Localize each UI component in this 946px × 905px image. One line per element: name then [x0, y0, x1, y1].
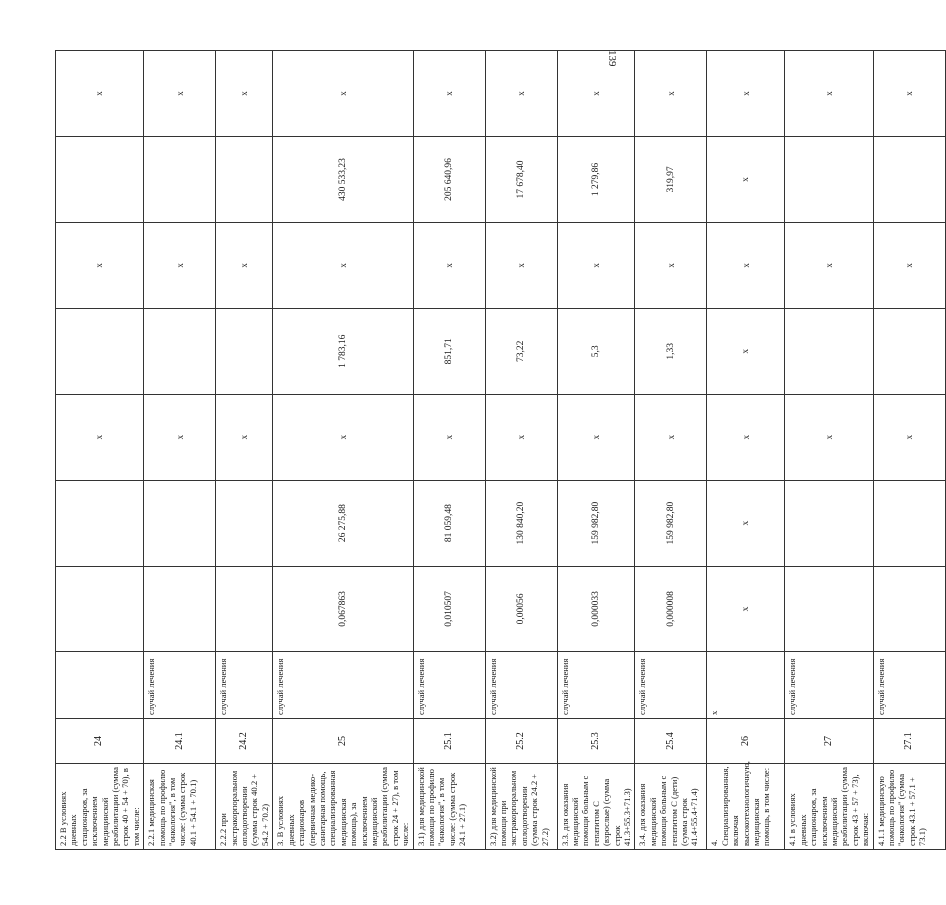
value-cell [785, 136, 873, 222]
value-cell: х [273, 222, 413, 308]
value-cell: х [635, 394, 707, 480]
row-unit-cell: случай лечения [873, 652, 945, 719]
value-cell [56, 480, 144, 566]
row-name-cell: 2.2.2 при экстракорпоральном оплодотворении (сумма строк 40.2 + 54.2 + 70.2) [216, 764, 273, 850]
value-cell [56, 308, 144, 394]
value-cell: 319,97 [635, 136, 707, 222]
table-row [413, 51, 485, 850]
row-code-cell: 27.1 [873, 719, 945, 764]
row-name-cell: 2.2.1 медицинская помощь по профилю "онкология", в том числе: (сумма строк 40.1 + 54.1 + 70.1) [144, 764, 216, 850]
row-code-cell: 25.2 [485, 719, 557, 764]
row-unit-cell [56, 652, 144, 719]
table-row [873, 51, 945, 850]
row-code-cell: 24.1 [144, 719, 216, 764]
value-cell: х [707, 222, 785, 308]
value-cell [144, 480, 216, 566]
table-row [785, 51, 873, 850]
value-cell [144, 308, 216, 394]
value-cell: 81 059,48 [413, 480, 485, 566]
value-cell: х [707, 394, 785, 480]
row-name-cell: 3.1) для медицинской помощи по профилю "онкология", в том числе: (сумма строк 24.1 + 27.1) [413, 764, 485, 850]
value-cell: х [485, 51, 557, 137]
table-row [707, 51, 785, 850]
table-row [216, 51, 273, 850]
value-cell: х [216, 222, 273, 308]
table-row [485, 51, 557, 850]
row-code-cell: 24.2 [216, 719, 273, 764]
value-cell [216, 480, 273, 566]
value-cell: 851,71 [413, 308, 485, 394]
row-unit-cell: случай лечения [144, 652, 216, 719]
value-cell: х [707, 480, 785, 566]
value-cell [873, 480, 945, 566]
value-cell [873, 566, 945, 652]
value-cell [216, 136, 273, 222]
value-cell: х [785, 394, 873, 480]
row-unit-cell: случай лечения [216, 652, 273, 719]
value-cell: х [707, 136, 785, 222]
value-cell: х [707, 308, 785, 394]
value-cell: х [635, 222, 707, 308]
value-cell [873, 308, 945, 394]
row-code-cell: 26 [707, 719, 785, 764]
value-cell: х [873, 394, 945, 480]
row-name-cell: 4.1.1 медицинскую помощь по профилю "онкология" (сумма строк 43.1 + 57.1 + 73.1) [873, 764, 945, 850]
row-code-cell: 25.1 [413, 719, 485, 764]
value-cell: х [785, 222, 873, 308]
value-cell: 159 982,80 [557, 480, 635, 566]
row-name-cell: 3. В условиях дневных стационаров (первичная медико-санитарная помощь, специализированная медицинская помощь), за исключением медицинской реабилитации (сумма строк 24 + 27), в том числе: [273, 764, 413, 850]
value-cell: х [144, 222, 216, 308]
row-code-cell: 25 [273, 719, 413, 764]
value-cell: х [707, 566, 785, 652]
row-unit-cell: случай лечения [485, 652, 557, 719]
data-table [55, 50, 946, 850]
row-name-cell: 3.3. для оказания медицинской помощи больным с гепатитом С (взрослые) (сумма строк 41.3+55.3+71.3) [557, 764, 635, 850]
row-unit-cell: случай лечения [557, 652, 635, 719]
value-cell: 0,067863 [273, 566, 413, 652]
row-unit-cell: случай лечения [413, 652, 485, 719]
row-name-cell: 4. Специализированная, включая высокотехнологичную, медицинская помощь, в том числе: [707, 764, 785, 850]
value-cell: х [635, 51, 707, 137]
value-cell: 73,22 [485, 308, 557, 394]
value-cell: 430 533,23 [273, 136, 413, 222]
value-cell [785, 308, 873, 394]
row-code-cell: 27 [785, 719, 873, 764]
value-cell: х [413, 222, 485, 308]
row-unit-cell: случай лечения [785, 652, 873, 719]
value-cell: 0,00056 [485, 566, 557, 652]
value-cell: х [413, 394, 485, 480]
value-cell [56, 566, 144, 652]
value-cell: х [557, 222, 635, 308]
value-cell: х [56, 222, 144, 308]
value-cell: х [485, 222, 557, 308]
value-cell: х [707, 51, 785, 137]
value-cell: 0,000033 [557, 566, 635, 652]
row-unit-cell: случай лечения [635, 652, 707, 719]
table-row [56, 51, 144, 850]
value-cell: х [413, 51, 485, 137]
value-cell: 17 678,40 [485, 136, 557, 222]
table-row [144, 51, 216, 850]
row-unit-cell: х [707, 652, 785, 719]
value-cell: х [56, 51, 144, 137]
value-cell: х [56, 394, 144, 480]
value-cell: х [873, 51, 945, 137]
row-code-cell: 25.4 [635, 719, 707, 764]
value-cell [873, 136, 945, 222]
row-name-cell: 4.1 в условиях дневных стационаров, за исключением медицинской реабилитации (сумма строк 43 + 57 + 73), включая: [785, 764, 873, 850]
value-cell [785, 480, 873, 566]
value-cell [785, 566, 873, 652]
value-cell: х [216, 51, 273, 137]
value-cell [56, 136, 144, 222]
value-cell: 159 982,80 [635, 480, 707, 566]
table-row [273, 51, 413, 850]
value-cell [216, 308, 273, 394]
value-cell [144, 136, 216, 222]
page-number: 139 [606, 50, 618, 67]
row-name-cell: 2.2 В условиях дневных стационаров, за исключением медицинской реабилитации (сумма строк 40 + 54 + 70), в том числе: [56, 764, 144, 850]
value-cell: 1 279,86 [557, 136, 635, 222]
value-cell: 0,000008 [635, 566, 707, 652]
value-cell: х [144, 394, 216, 480]
value-cell: 5,3 [557, 308, 635, 394]
table-row [557, 51, 635, 850]
value-cell [216, 566, 273, 652]
value-cell: 0,010507 [413, 566, 485, 652]
row-unit-cell: случай лечения [273, 652, 413, 719]
value-cell: х [144, 51, 216, 137]
value-cell: х [785, 51, 873, 137]
value-cell: х [873, 222, 945, 308]
value-cell: 26 275,88 [273, 480, 413, 566]
value-cell: 1,33 [635, 308, 707, 394]
value-cell: х [273, 51, 413, 137]
value-cell: х [273, 394, 413, 480]
value-cell: х [557, 394, 635, 480]
row-name-cell: 3.2) для медицинской помощи при экстракорпоральном оплодотворении (сумма строк 24.2 + 27.2) [485, 764, 557, 850]
row-code-cell: 24 [56, 719, 144, 764]
table-row [635, 51, 707, 850]
value-cell [144, 566, 216, 652]
value-cell: х [216, 394, 273, 480]
row-name-cell: 3.4. для оказания медицинской помощи больным с гепатитом С (дети) (сумма строк 41.4+55.4+71.4) [635, 764, 707, 850]
row-code-cell: 25.3 [557, 719, 635, 764]
value-cell: х [485, 394, 557, 480]
value-cell: 130 840,20 [485, 480, 557, 566]
value-cell: х [557, 51, 635, 137]
value-cell: 205 640,96 [413, 136, 485, 222]
value-cell: 1 783,16 [273, 308, 413, 394]
